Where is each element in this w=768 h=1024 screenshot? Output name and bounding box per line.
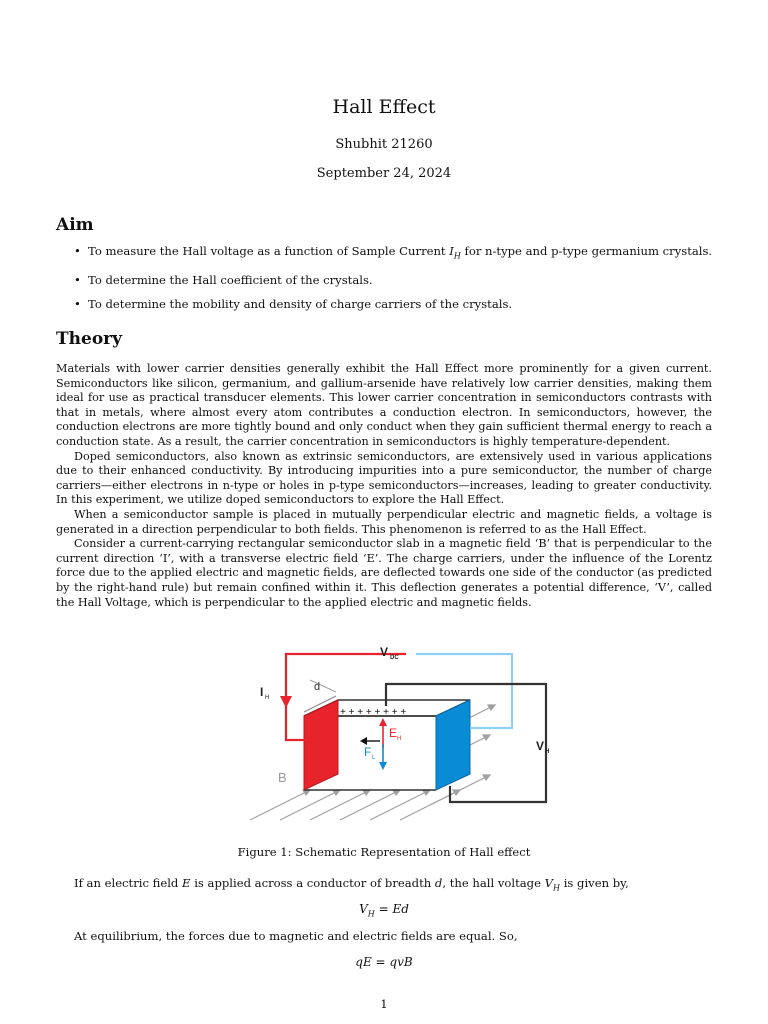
paper-title: Hall Effect xyxy=(332,96,436,118)
aim-list xyxy=(56,244,716,321)
current-label: I xyxy=(260,685,264,699)
hall-voltage-subscript: H xyxy=(545,749,550,755)
red-contact-face xyxy=(304,700,338,790)
hall-voltage-label: V xyxy=(536,739,545,753)
supply-voltage-subscript: DC xyxy=(390,655,399,661)
math-subscript: H xyxy=(553,883,561,893)
lorentz-force-label: F xyxy=(364,745,372,759)
list-item xyxy=(56,273,716,287)
lorentz-force-subscript: L xyxy=(372,755,376,761)
section-heading-aim: Aim xyxy=(56,215,94,235)
supply-voltage-label: V xyxy=(380,645,389,659)
math-symbol: d xyxy=(434,876,443,890)
bullet-icon: • xyxy=(74,297,81,312)
electric-field-label: E xyxy=(389,726,398,740)
math-symbol: I xyxy=(449,244,454,258)
math-subscript: H xyxy=(453,251,461,261)
math-symbol: V xyxy=(544,876,554,890)
paragraph: Doped semiconductors, also known as extrinsic semiconductors, are extensively used in various applications due to their enhanced conductivity. By introducing impurities into a pure semiconductor, the number of charge carriers—either electrons in n-type or holes in p-type semiconductors—increases, leading to greater conductivity. In this experiment, we utilize doped semiconductors to explore the Hall Effect. xyxy=(56,449,712,507)
math-symbol: E xyxy=(182,876,191,890)
text-run: is given by, xyxy=(560,876,629,890)
hall-effect-diagram xyxy=(240,640,560,830)
paper-date: September 24, 2024 xyxy=(316,166,452,181)
text-run: is applied across a conductor of breadth xyxy=(190,876,435,890)
text-run: If an electric field xyxy=(74,876,183,890)
paragraph: Materials with lower carrier densities generally exhibit the Hall Effect more prominently for a given current. Semiconductors like silicon, germanium, and gallium-arsenide have relatively low carrier densities, making them ideal for use as practical transducer elements. This lower carrier concentration in semiconductors contrasts with that in metals, where almost every atom contributes a conduction electron. In semiconductors, however, the conduction electrons are more tightly bound and only conduct when they gain sufficient thermal energy to reach a conduction state. As a result, the carrier concentration in semiconductors is highly temperature-dependent. xyxy=(56,362,712,448)
equation-force-balance: qE = qvB xyxy=(355,955,413,969)
width-label: d xyxy=(314,681,321,693)
section-heading-theory: Theory xyxy=(56,329,122,349)
bullet-icon: • xyxy=(74,273,81,288)
page-number: 1 xyxy=(380,997,388,1011)
bullet-icon: • xyxy=(74,244,81,258)
list-item xyxy=(56,244,716,263)
aim-item-text: To determine the Hall coefficient of the crystals. xyxy=(88,273,373,288)
paper-author: Shubhit 21260 xyxy=(335,137,433,152)
blue-contact-face xyxy=(436,700,470,790)
math-symbol: V xyxy=(359,902,368,916)
list-item xyxy=(56,297,716,311)
math-subscript: H xyxy=(367,909,375,919)
current-subscript: H xyxy=(265,695,270,701)
paragraph: When a semiconductor sample is placed in mutually perpendicular electric and magnetic fields, a voltage is generated in a direction perpendicular to both fields. This phenomenon is referred to as the Hall Effect. xyxy=(56,507,712,536)
equation-hall-voltage xyxy=(0,902,768,918)
aim-item-text: for n-type and p-type germanium crystals. xyxy=(460,244,713,258)
positive-charge-row: + + + + + + + + xyxy=(340,707,407,718)
aim-item-text: To measure the Hall voltage as a function of Sample Current xyxy=(88,244,450,258)
aim-item-text: To determine the mobility and density of charge carriers of the crystals. xyxy=(88,297,513,312)
text-run: , the hall voltage xyxy=(442,876,545,890)
paragraph: Consider a current-carrying rectangular semiconductor slab in a magnetic field ‘B’ that is perpendicular to the current direction ‘I’, with a transverse electric field ‘E’. The charge carriers, under the influence of the Lorentz force due to the applied electric and magnetic fields, are deflected towards one side of the conductor (as predicted by the right-hand rule) but remain confined within it. This deflection generates a potential difference, ‘V’, called the Hall Voltage, which is perpendicular to the applied electric and magnetic fields. xyxy=(56,537,712,609)
math-expression: = Ed xyxy=(374,902,409,916)
paragraph xyxy=(56,876,712,895)
magnetic-field-label: B xyxy=(278,770,287,785)
theory-body xyxy=(56,362,712,610)
electric-field-subscript: H xyxy=(397,736,402,742)
paragraph: At equilibrium, the forces due to magnetic and electric fields are equal. So, xyxy=(74,929,518,943)
figure-caption: Figure 1: Schematic Representation of Hall effect xyxy=(237,845,531,859)
